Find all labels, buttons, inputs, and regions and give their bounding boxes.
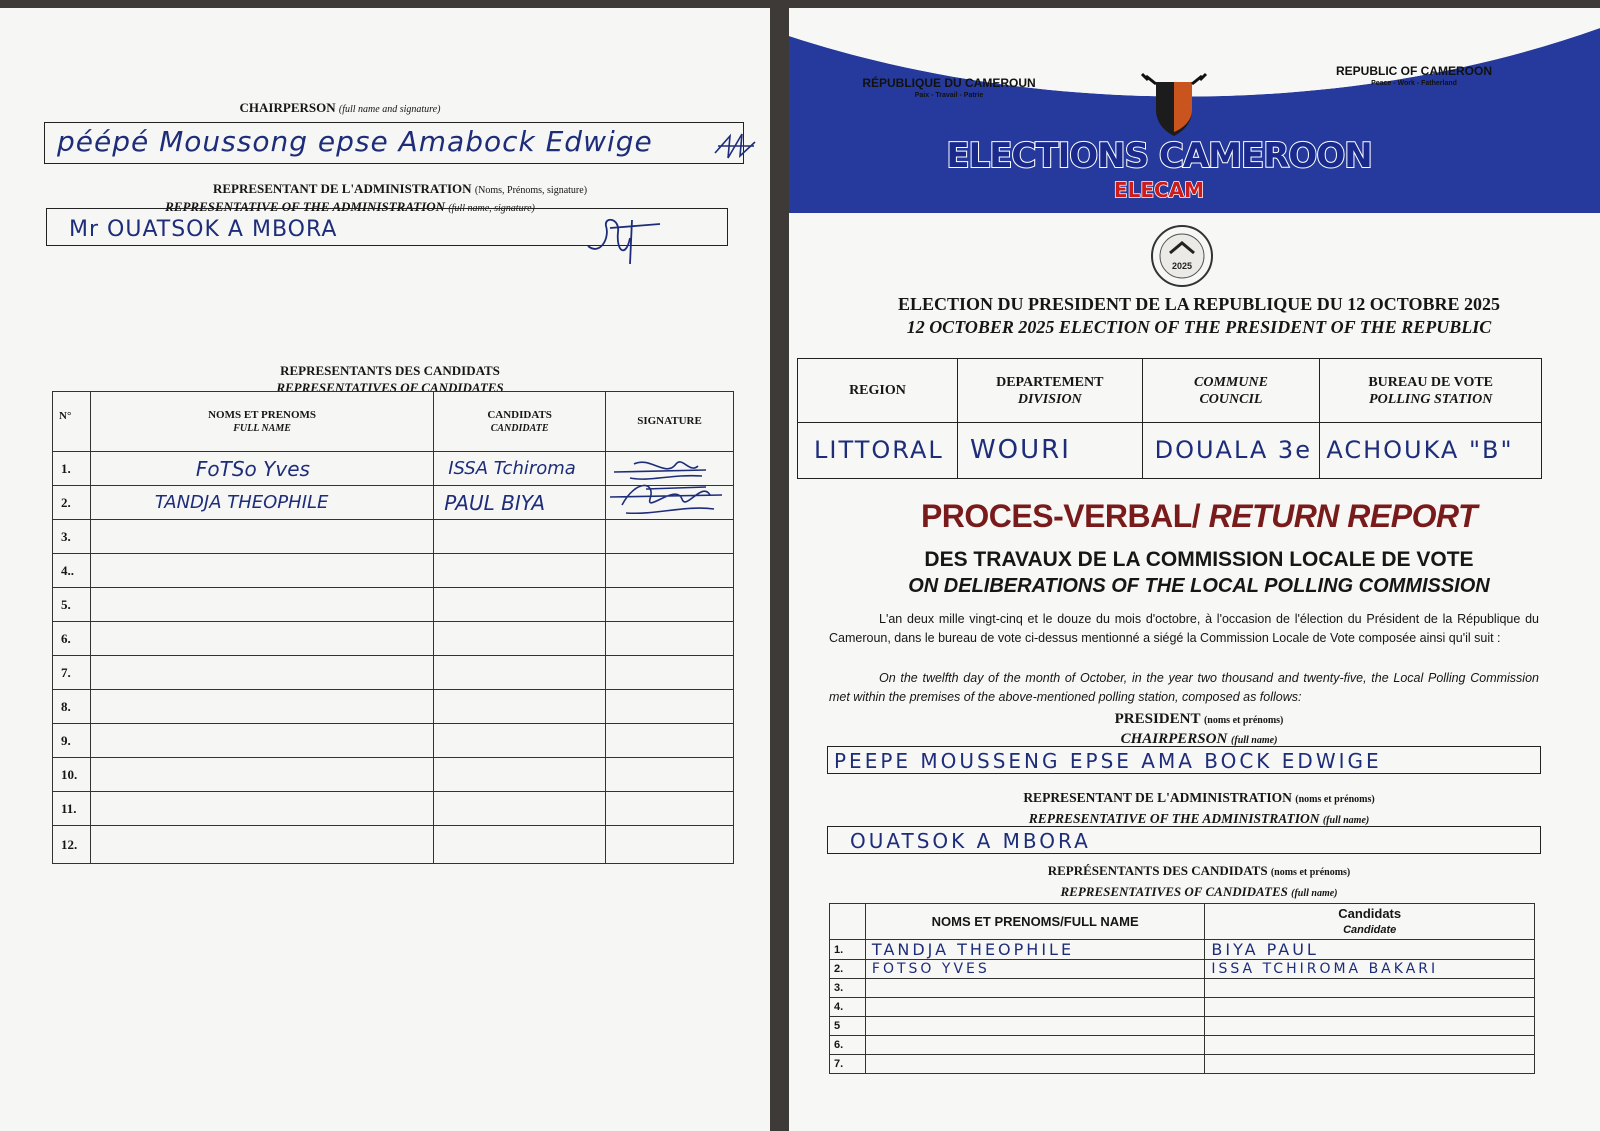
row-candidate: [434, 826, 606, 864]
row-name: [90, 622, 433, 656]
col-number-empty: [830, 904, 866, 940]
table-row: [53, 724, 734, 758]
row-number: 7.: [830, 1055, 866, 1074]
candidates-reps-en-note: (full name): [1291, 888, 1338, 899]
row-candidate: [434, 758, 606, 792]
row-candidate: [434, 656, 606, 690]
row-name: [90, 758, 433, 792]
president-heading: [899, 710, 1499, 750]
chairperson-name: péépé Moussong epse Amabock Edwige: [57, 125, 653, 158]
subtitle-fr: DES TRAVAUX DE LA COMMISSION LOCALE DE VOTE: [924, 548, 1474, 571]
row-signature: [606, 588, 734, 622]
table-row: [53, 622, 734, 656]
row-signature: [606, 486, 734, 520]
row-name: [865, 1017, 1204, 1036]
admin-rep-label-fr-note: (Noms, Prénoms, signature): [474, 185, 588, 196]
header-commune-en: COUNCIL: [1199, 391, 1263, 407]
row-number: 5: [830, 1017, 866, 1036]
table-row: [53, 656, 734, 690]
table-row: [830, 998, 1535, 1017]
header-department-en: DIVISION: [1017, 391, 1082, 407]
motto-en: Peace - Work - Fatherland: [1371, 80, 1457, 87]
row-signature: [606, 520, 734, 554]
row-name: [90, 826, 433, 864]
row-number: 2.: [830, 960, 866, 979]
row-name: [90, 588, 433, 622]
col-candidates-right-en: Candidate: [1343, 923, 1397, 936]
row-number: 1.: [830, 940, 866, 960]
row-signature: [606, 724, 734, 758]
location-table: [797, 358, 1542, 479]
admin-rep-heading: [899, 788, 1499, 830]
republic-en: [1314, 64, 1514, 87]
header-department-fr: DEPARTEMENT: [996, 374, 1104, 390]
right-page: [789, 8, 1600, 1131]
signature-2-icon: [606, 475, 726, 519]
row-name: [865, 998, 1204, 1017]
value-bureau: ACHOUKA "B": [1320, 423, 1542, 479]
row-number: 3.: [830, 979, 866, 998]
location-header-row: [798, 359, 1542, 423]
candidates-reps-heading: [899, 861, 1499, 903]
row-number: 12.: [53, 826, 91, 864]
admin-rep-signature-icon: [580, 208, 670, 268]
col-candidates-en: CANDIDATE: [490, 422, 549, 434]
col-names: [90, 392, 433, 452]
row-candidate: [1205, 1017, 1535, 1036]
row-name: [865, 979, 1204, 998]
row-name: [90, 792, 433, 826]
admin-rep-fr: REPRESENTANT DE L'ADMINISTRATION: [1023, 790, 1292, 805]
table-row: [830, 1036, 1535, 1055]
admin-rep-name: Mr OUATSOK A MBORA: [69, 217, 338, 242]
row-candidate: [434, 588, 606, 622]
row-candidate: [1205, 979, 1535, 998]
row-name: [90, 554, 433, 588]
row-name: [90, 690, 433, 724]
candidates-reps-table-right: [829, 903, 1535, 1074]
row-signature: [606, 826, 734, 864]
row-name: [90, 656, 433, 690]
row-candidate: [434, 520, 606, 554]
chairperson-name-box: [44, 122, 744, 164]
row-number: 8.: [53, 690, 91, 724]
row-candidate: [434, 554, 606, 588]
col-candidates-right: [1205, 904, 1535, 940]
candidates-reps-title-en-text: REPRESENTATIVES OF CANDIDATES: [276, 380, 504, 395]
header-region: REGION: [798, 359, 958, 423]
candidates-reps-fr: REPRÉSENTANTS DES CANDIDATS: [1047, 863, 1268, 878]
value-region: LITTORAL: [798, 423, 958, 479]
value-department: WOURI: [957, 423, 1142, 479]
row-name: [90, 724, 433, 758]
admin-rep-en-note: (full name): [1322, 815, 1370, 826]
report-title-en: RETURN REPORT: [1208, 498, 1478, 534]
col-candidates: [434, 392, 606, 452]
left-page: [0, 8, 770, 1131]
row-number: 2.: [53, 486, 91, 520]
col-names-right: NOMS ET PRENOMS/FULL NAME: [865, 904, 1204, 940]
republic-fr-text: RÉPUBLIQUE DU CAMEROUN: [862, 76, 1036, 90]
col-candidates-fr: CANDIDATS: [487, 408, 552, 421]
header-bureau-fr: BUREAU DE VOTE: [1368, 374, 1494, 390]
col-number: N°: [53, 392, 91, 452]
org-abbrev: ELECAM: [1113, 178, 1205, 202]
row-number: 3.: [53, 520, 91, 554]
row-candidate: [1205, 1036, 1535, 1055]
value-commune: DOUALA 3e: [1142, 423, 1320, 479]
paragraph-fr: L'an deux mille vingt-cinq et le douze du mois d'octobre, à l'occasion de l'élection du Président de la République du Cameroun, dans le bureau de vote ci-dessus mentionné a siégé la Commission Locale de Vote composée ainsi qu'il suit :: [829, 612, 1539, 645]
admin-rep-name-box: [827, 826, 1541, 854]
table-row: [53, 826, 734, 864]
paragraph-en: On the twelfth day of the month of October, in the year two thousand and twenty-five, the Local Polling Commission met within the premises of the above-mentioned polling station, composed as follows:: [829, 671, 1539, 704]
candidates-reps-en: REPRESENTATIVES OF CANDIDATES: [1060, 884, 1288, 899]
table-row: [53, 486, 734, 520]
table-row: [830, 940, 1535, 960]
row-candidate: ISSA TCHIROMA BAKARI: [1205, 960, 1535, 979]
row-name: FOTSO YVES: [865, 960, 1204, 979]
row-candidate: [434, 690, 606, 724]
row-candidate: PAUL BIYA: [434, 486, 606, 520]
row-name: [865, 1055, 1204, 1074]
report-title-fr: PROCES-VERBAL/: [920, 498, 1201, 534]
admin-rep-label-fr-text: REPRESENTANT DE L'ADMINISTRATION: [212, 181, 472, 196]
chairperson-note-en: (full name): [1231, 735, 1278, 746]
row-name: [865, 1036, 1204, 1055]
header-commune-fr: COMMUNE: [1194, 374, 1268, 390]
row-number: 4..: [53, 554, 91, 588]
row-signature: [606, 758, 734, 792]
elecam-seal-icon: [1146, 223, 1218, 289]
motto-fr: Paix - Travail - Patrie: [914, 92, 984, 99]
row-candidate: ISSA Tchiroma: [434, 452, 606, 486]
president-name: PEEPE MOUSSENG EPSE AMA BOCK EDWIGE: [834, 749, 1382, 773]
col-names-fr: NOMS ET PRENOMS: [208, 408, 317, 421]
election-title-fr: ELECTION DU PRESIDENT DE LA REPUBLIQUE DU 12 OCTOBRE 2025: [898, 294, 1500, 314]
col-signature: SIGNATURE: [606, 392, 734, 452]
row-name: TANDJA THEOPHILE: [865, 940, 1204, 960]
admin-rep-fr-note: (noms et prénoms): [1295, 794, 1375, 805]
row-number: 10.: [53, 758, 91, 792]
table-header-row: [830, 904, 1535, 940]
table-row: [53, 588, 734, 622]
table-header-row: [53, 392, 734, 452]
candidates-reps-title-fr: REPRESENTANTS DES CANDIDATS: [280, 363, 500, 378]
admin-rep-en: REPRESENTATIVE OF THE ADMINISTRATION: [1028, 811, 1320, 826]
row-signature: [606, 656, 734, 690]
row-number: 11.: [53, 792, 91, 826]
row-number: 1.: [53, 452, 91, 486]
republic-fr: [849, 76, 1049, 99]
president-note: (noms et prénoms): [1203, 715, 1284, 726]
row-signature: [606, 554, 734, 588]
subtitle-en: ON DELIBERATIONS OF THE LOCAL POLLING COMMISSION: [908, 575, 1490, 597]
republic-en-text: REPUBLIC OF CAMEROON: [1336, 64, 1492, 78]
org-name: ELECTIONS CAMEROON: [946, 136, 1372, 176]
chairperson-label-en: CHAIRPERSON: [1120, 731, 1228, 747]
president-name-box: [827, 746, 1541, 774]
row-signature: [606, 690, 734, 724]
chairperson-label-note: (full name and signature): [338, 104, 441, 115]
admin-rep-label-en-text: REPRESENTATIVE OF THE ADMINISTRATION: [165, 199, 446, 214]
row-signature: [606, 792, 734, 826]
location-values-row: [798, 423, 1542, 479]
row-number: 7.: [53, 656, 91, 690]
table-row: [830, 1017, 1535, 1036]
table-row: [53, 554, 734, 588]
report-title: [839, 498, 1559, 535]
row-candidate: [1205, 998, 1535, 1017]
admin-rep-label-fr: [140, 181, 660, 199]
col-candidates-right-fr: Candidats: [1338, 905, 1402, 921]
chairperson-signature-icon: [710, 128, 760, 168]
table-row: [53, 520, 734, 554]
candidates-reps-fr-note: (noms et prénoms): [1270, 867, 1351, 878]
row-number: 9.: [53, 724, 91, 758]
row-candidate: [434, 724, 606, 758]
row-number: 5.: [53, 588, 91, 622]
row-candidate: [1205, 1055, 1535, 1074]
president-label: PRESIDENT: [1114, 711, 1201, 727]
header-bureau: [1320, 359, 1542, 423]
col-names-en: FULL NAME: [233, 422, 291, 434]
table-row: [830, 1055, 1535, 1074]
candidates-reps-table: [52, 391, 734, 864]
row-number: 4.: [830, 998, 866, 1017]
row-name: TANDJA THEOPHILE: [90, 486, 433, 520]
table-row: [53, 690, 734, 724]
chairperson-label: [180, 100, 500, 118]
header-bureau-en: POLLING STATION: [1369, 391, 1493, 407]
election-title-en-text: 12 OCTOBER 2025 ELECTION OF THE PRESIDENT OF THE REPUBLIC: [906, 317, 1492, 337]
table-row: [830, 979, 1535, 998]
admin-rep-label-en-note: (full name, signature): [448, 203, 535, 214]
row-number: 6.: [53, 622, 91, 656]
row-candidate: [434, 622, 606, 656]
header-commune: [1142, 359, 1320, 423]
seal-year: 2025: [1171, 261, 1193, 271]
row-name: FoTSo Yves: [90, 452, 433, 486]
header-department: [957, 359, 1142, 423]
election-title-en: [849, 317, 1549, 338]
table-row: [53, 758, 734, 792]
row-candidate: [434, 792, 606, 826]
row-candidate: BIYA PAUL: [1205, 940, 1535, 960]
row-signature: [606, 622, 734, 656]
row-name: [90, 520, 433, 554]
row-number: 6.: [830, 1036, 866, 1055]
coat-of-arms-icon: [1134, 70, 1214, 140]
table-row: [830, 960, 1535, 979]
table-row: [53, 792, 734, 826]
admin-rep-name-right: OUATSOK A MBORA: [850, 829, 1091, 853]
chairperson-label-text: CHAIRPERSON: [239, 100, 336, 115]
